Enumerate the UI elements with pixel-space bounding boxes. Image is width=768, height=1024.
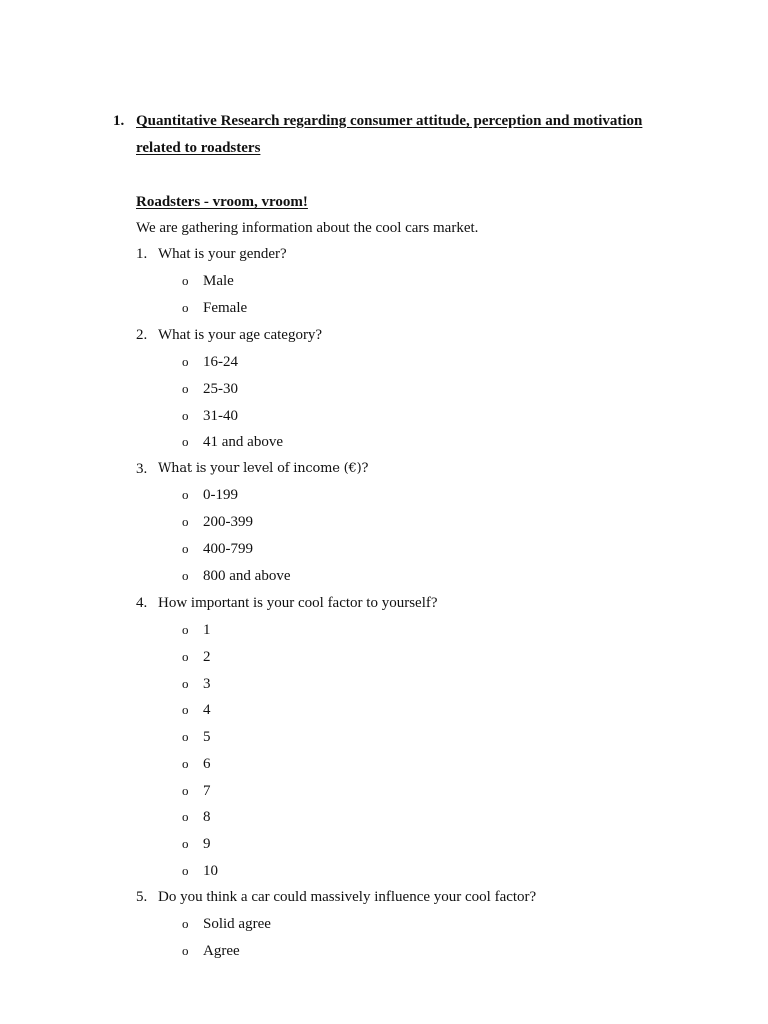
radio-bullet-icon: o <box>182 863 189 878</box>
radio-bullet-icon: o <box>182 381 189 396</box>
option-label: 5 <box>203 729 211 745</box>
question-2-number: 2. <box>136 327 148 343</box>
radio-bullet-icon: o <box>182 783 189 798</box>
radio-bullet-icon: o <box>182 702 189 717</box>
radio-bullet-icon: o <box>182 273 189 288</box>
radio-bullet-icon: o <box>182 408 189 423</box>
radio-bullet-icon: o <box>182 756 189 771</box>
option-label: 0-199 <box>203 487 238 503</box>
section-title-line-1: Quantitative Research regarding consumer attitude, perception and motivation <box>136 113 643 129</box>
radio-bullet-icon: o <box>182 354 189 369</box>
option-label: Agree <box>203 943 240 959</box>
option-label: 8 <box>203 809 211 825</box>
question-1-text: What is your gender? <box>158 246 287 262</box>
radio-bullet-icon: o <box>182 434 189 449</box>
question-2-text: What is your age category? <box>158 327 323 343</box>
radio-bullet-icon: o <box>182 622 189 637</box>
radio-bullet-icon: o <box>182 514 189 529</box>
question-5-text: Do you think a car could massively influence your cool factor? <box>158 889 537 905</box>
option-label: 7 <box>203 783 211 799</box>
survey-intro: We are gathering information about the cool cars market. <box>136 220 479 236</box>
option-label: 3 <box>203 676 211 692</box>
option-label: 800 and above <box>203 568 291 584</box>
radio-bullet-icon: o <box>182 836 189 851</box>
option-label: 41 and above <box>203 434 283 450</box>
option-label: 25-30 <box>203 381 238 397</box>
option-label: Male <box>203 273 234 289</box>
question-5-number: 5. <box>136 889 148 905</box>
radio-bullet-icon: o <box>182 916 189 931</box>
radio-bullet-icon: o <box>182 541 189 556</box>
option-label: Female <box>203 300 248 316</box>
survey-title: Roadsters - vroom, vroom! <box>136 194 308 210</box>
radio-bullet-icon: o <box>182 300 189 315</box>
radio-bullet-icon: o <box>182 809 189 824</box>
radio-bullet-icon: o <box>182 568 189 583</box>
option-label: 10 <box>203 863 218 879</box>
option-label: 16-24 <box>203 354 238 370</box>
radio-bullet-icon: o <box>182 676 189 691</box>
option-label: 6 <box>203 756 211 772</box>
question-4-number: 4. <box>136 595 148 611</box>
question-1-number: 1. <box>136 246 148 262</box>
question-3-number: 3. <box>136 461 148 477</box>
option-label: 1 <box>203 622 211 638</box>
radio-bullet-icon: o <box>182 649 189 664</box>
option-label: 400-799 <box>203 541 253 557</box>
option-label: 2 <box>203 649 211 665</box>
option-label: 31-40 <box>203 408 238 424</box>
option-label: 200-399 <box>203 514 253 530</box>
option-label: 9 <box>203 836 211 852</box>
radio-bullet-icon: o <box>182 729 189 744</box>
option-label: Solid agree <box>203 916 271 932</box>
option-label: 4 <box>203 702 211 718</box>
section-title-line-2: related to roadsters <box>136 140 261 156</box>
radio-bullet-icon: o <box>182 487 189 502</box>
question-4-text: How important is your cool factor to yourself? <box>158 595 438 611</box>
section-number: 1. <box>113 113 125 129</box>
radio-bullet-icon: o <box>182 943 189 958</box>
question-3-text: What is your level of income (€)? <box>158 461 369 476</box>
